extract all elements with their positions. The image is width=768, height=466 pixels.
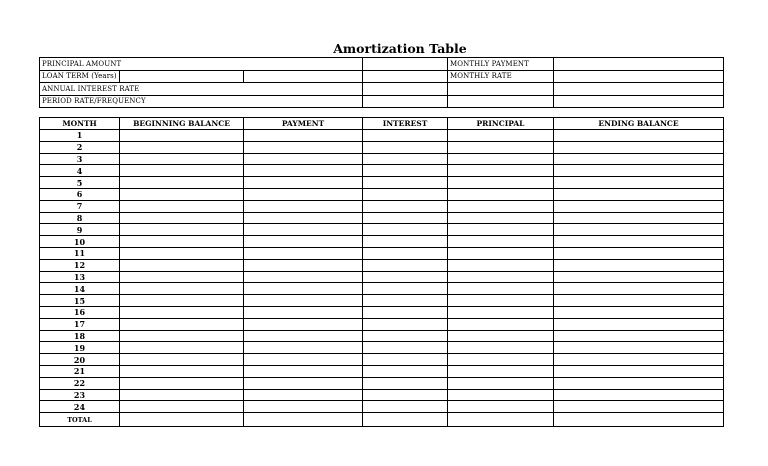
monthly-payment-label: MONTHLY PAYMENT: [448, 58, 554, 71]
principal-cell[interactable]: [448, 389, 554, 401]
total-beginning-balance-cell[interactable]: [120, 413, 244, 427]
table-row: [40, 236, 724, 248]
ending-balance-cell[interactable]: [554, 247, 724, 259]
interest-cell[interactable]: [363, 306, 448, 318]
beginning-balance-cell[interactable]: [120, 130, 244, 142]
column-header-interest: INTEREST: [363, 118, 448, 130]
month-number-cell: 4: [40, 165, 120, 177]
total-ending-balance-cell[interactable]: [554, 413, 724, 427]
beginning-balance-cell[interactable]: [120, 306, 244, 318]
ending-balance-cell[interactable]: [554, 271, 724, 283]
interest-cell[interactable]: [363, 188, 448, 200]
month-number-cell: 9: [40, 224, 120, 236]
table-row: [40, 130, 724, 142]
table-row: [40, 141, 724, 153]
ending-balance-cell[interactable]: [554, 224, 724, 236]
interest-cell[interactable]: [363, 141, 448, 153]
principal-cell[interactable]: [448, 224, 554, 236]
month-number-cell: 23: [40, 389, 120, 401]
principal-cell[interactable]: [448, 401, 554, 413]
month-number-cell: 8: [40, 212, 120, 224]
beginning-balance-cell[interactable]: [120, 365, 244, 377]
period-rate-value-cell[interactable]: [363, 95, 448, 108]
month-number-cell: 3: [40, 153, 120, 165]
interest-cell[interactable]: [363, 259, 448, 271]
principal-cell[interactable]: [448, 236, 554, 248]
principal-cell[interactable]: [448, 283, 554, 295]
monthly-rate-value-cell[interactable]: [554, 70, 724, 83]
payment-cell[interactable]: [244, 330, 363, 342]
annual-rate-blank-cell[interactable]: [448, 83, 554, 96]
payment-cell[interactable]: [244, 224, 363, 236]
ending-balance-cell[interactable]: [554, 130, 724, 142]
payment-cell[interactable]: [244, 177, 363, 189]
table-row: [40, 342, 724, 354]
loan-info-table: [39, 57, 724, 108]
interest-cell[interactable]: [363, 153, 448, 165]
ending-balance-cell[interactable]: [554, 141, 724, 153]
payment-cell[interactable]: [244, 283, 363, 295]
interest-cell[interactable]: [363, 130, 448, 142]
info-row-principal: [40, 58, 724, 71]
payment-cell[interactable]: [244, 200, 363, 212]
table-row: [40, 318, 724, 330]
beginning-balance-cell[interactable]: [120, 295, 244, 307]
payment-cell[interactable]: [244, 188, 363, 200]
info-row-loan-term: [40, 70, 724, 83]
table-row: [40, 389, 724, 401]
beginning-balance-cell[interactable]: [120, 259, 244, 271]
month-number-cell: 17: [40, 318, 120, 330]
interest-cell[interactable]: [363, 295, 448, 307]
table-row: [40, 165, 724, 177]
annual-interest-rate-label: ANNUAL INTEREST RATE: [40, 83, 363, 96]
beginning-balance-cell[interactable]: [120, 354, 244, 366]
interest-cell[interactable]: [363, 377, 448, 389]
payment-cell[interactable]: [244, 236, 363, 248]
principal-amount-label: PRINCIPAL AMOUNT: [40, 58, 363, 71]
principal-cell[interactable]: [448, 130, 554, 142]
month-number-cell: 22: [40, 377, 120, 389]
period-rate-blank-cell-2[interactable]: [554, 95, 724, 108]
principal-cell[interactable]: [448, 212, 554, 224]
principal-cell[interactable]: [448, 318, 554, 330]
table-row: [40, 200, 724, 212]
total-interest-cell[interactable]: [363, 413, 448, 427]
payment-cell[interactable]: [244, 318, 363, 330]
interest-cell[interactable]: [363, 212, 448, 224]
principal-cell[interactable]: [448, 330, 554, 342]
payment-cell[interactable]: [244, 295, 363, 307]
interest-cell[interactable]: [363, 271, 448, 283]
beginning-balance-cell[interactable]: [120, 283, 244, 295]
column-header-month: MONTH: [40, 118, 120, 130]
interest-cell[interactable]: [363, 224, 448, 236]
principal-cell[interactable]: [448, 306, 554, 318]
ending-balance-cell[interactable]: [554, 389, 724, 401]
principal-cell[interactable]: [448, 259, 554, 271]
principal-cell[interactable]: [448, 165, 554, 177]
table-row: [40, 177, 724, 189]
interest-cell[interactable]: [363, 177, 448, 189]
payment-cell[interactable]: [244, 365, 363, 377]
page-title: Amortization Table: [333, 41, 467, 56]
beginning-balance-cell[interactable]: [120, 377, 244, 389]
payment-cell[interactable]: [244, 377, 363, 389]
table-row: [40, 283, 724, 295]
monthly-payment-value-cell[interactable]: [554, 58, 724, 71]
info-row-annual-rate: [40, 83, 724, 96]
beginning-balance-cell[interactable]: [120, 271, 244, 283]
total-row: [40, 413, 724, 427]
table-row: [40, 212, 724, 224]
payment-cell[interactable]: [244, 141, 363, 153]
monthly-rate-label: MONTHLY RATE: [448, 70, 554, 83]
payment-cell[interactable]: [244, 247, 363, 259]
principal-cell[interactable]: [448, 177, 554, 189]
beginning-balance-cell[interactable]: [120, 389, 244, 401]
payment-cell[interactable]: [244, 212, 363, 224]
beginning-balance-cell[interactable]: [120, 342, 244, 354]
ending-balance-cell[interactable]: [554, 365, 724, 377]
principal-cell[interactable]: [448, 354, 554, 366]
principal-cell[interactable]: [448, 342, 554, 354]
payment-cell[interactable]: [244, 153, 363, 165]
payment-cell[interactable]: [244, 389, 363, 401]
principal-cell[interactable]: [448, 247, 554, 259]
table-row: [40, 247, 724, 259]
payment-cell[interactable]: [244, 306, 363, 318]
table-row: [40, 377, 724, 389]
principal-cell[interactable]: [448, 200, 554, 212]
ending-balance-cell[interactable]: [554, 401, 724, 413]
interest-cell[interactable]: [363, 365, 448, 377]
interest-cell[interactable]: [363, 401, 448, 413]
payment-cell[interactable]: [244, 354, 363, 366]
payment-cell[interactable]: [244, 130, 363, 142]
beginning-balance-cell[interactable]: [120, 165, 244, 177]
beginning-balance-cell[interactable]: [120, 153, 244, 165]
loan-term-extra-cell-2[interactable]: [363, 70, 448, 83]
principal-amount-value-cell[interactable]: [363, 58, 448, 71]
table-row: [40, 365, 724, 377]
beginning-balance-cell[interactable]: [120, 330, 244, 342]
month-number-cell: 13: [40, 271, 120, 283]
month-number-cell: 2: [40, 141, 120, 153]
table-row: [40, 259, 724, 271]
ending-balance-cell[interactable]: [554, 342, 724, 354]
month-number-cell: 18: [40, 330, 120, 342]
interest-cell[interactable]: [363, 330, 448, 342]
column-header-principal: PRINCIPAL: [448, 118, 554, 130]
principal-cell[interactable]: [448, 365, 554, 377]
month-number-cell: 15: [40, 295, 120, 307]
total-payment-cell[interactable]: [244, 413, 363, 427]
info-row-period-rate: [40, 95, 724, 108]
ending-balance-cell[interactable]: [554, 283, 724, 295]
annual-rate-blank-cell-2[interactable]: [554, 83, 724, 96]
interest-cell[interactable]: [363, 389, 448, 401]
payment-cell[interactable]: [244, 401, 363, 413]
loan-term-label: LOAN TERM (Years): [40, 70, 120, 83]
month-number-cell: 14: [40, 283, 120, 295]
column-header-payment: PAYMENT: [244, 118, 363, 130]
period-rate-frequency-label: PERIOD RATE/FREQUENCY: [40, 95, 363, 108]
ending-balance-cell[interactable]: [554, 165, 724, 177]
ending-balance-cell[interactable]: [554, 354, 724, 366]
payment-cell[interactable]: [244, 271, 363, 283]
month-number-cell: 6: [40, 188, 120, 200]
principal-cell[interactable]: [448, 271, 554, 283]
month-number-cell: 12: [40, 259, 120, 271]
column-header-beginning-balance: BEGINNING BALANCE: [120, 118, 244, 130]
table-row: [40, 188, 724, 200]
ending-balance-cell[interactable]: [554, 236, 724, 248]
month-number-cell: 24: [40, 401, 120, 413]
beginning-balance-cell[interactable]: [120, 318, 244, 330]
month-number-cell: 7: [40, 200, 120, 212]
interest-cell[interactable]: [363, 354, 448, 366]
payment-cell[interactable]: [244, 165, 363, 177]
ending-balance-cell[interactable]: [554, 153, 724, 165]
month-number-cell: 20: [40, 354, 120, 366]
loan-term-value-cell[interactable]: [120, 70, 244, 83]
table-row: [40, 354, 724, 366]
table-row: [40, 153, 724, 165]
beginning-balance-cell[interactable]: [120, 236, 244, 248]
table-header-row: [40, 118, 724, 130]
beginning-balance-cell[interactable]: [120, 141, 244, 153]
interest-cell[interactable]: [363, 283, 448, 295]
beginning-balance-cell[interactable]: [120, 200, 244, 212]
interest-cell[interactable]: [363, 165, 448, 177]
table-row: [40, 271, 724, 283]
table-body: [40, 130, 724, 427]
ending-balance-cell[interactable]: [554, 377, 724, 389]
payment-cell[interactable]: [244, 259, 363, 271]
interest-cell[interactable]: [363, 236, 448, 248]
interest-cell[interactable]: [363, 247, 448, 259]
period-rate-blank-cell[interactable]: [448, 95, 554, 108]
month-number-cell: 1: [40, 130, 120, 142]
beginning-balance-cell[interactable]: [120, 224, 244, 236]
month-number-cell: 21: [40, 365, 120, 377]
column-header-ending-balance: ENDING BALANCE: [554, 118, 724, 130]
principal-cell[interactable]: [448, 295, 554, 307]
ending-balance-cell[interactable]: [554, 295, 724, 307]
interest-cell[interactable]: [363, 318, 448, 330]
amortization-table: [39, 117, 724, 427]
interest-cell[interactable]: [363, 200, 448, 212]
ending-balance-cell[interactable]: [554, 177, 724, 189]
ending-balance-cell[interactable]: [554, 330, 724, 342]
annual-interest-rate-value-cell[interactable]: [363, 83, 448, 96]
interest-cell[interactable]: [363, 342, 448, 354]
ending-balance-cell[interactable]: [554, 188, 724, 200]
table-row: [40, 295, 724, 307]
beginning-balance-cell[interactable]: [120, 177, 244, 189]
month-number-cell: 16: [40, 306, 120, 318]
ending-balance-cell[interactable]: [554, 306, 724, 318]
table-row: [40, 401, 724, 413]
principal-cell[interactable]: [448, 377, 554, 389]
ending-balance-cell[interactable]: [554, 259, 724, 271]
beginning-balance-cell[interactable]: [120, 212, 244, 224]
table-row: [40, 330, 724, 342]
beginning-balance-cell[interactable]: [120, 188, 244, 200]
ending-balance-cell[interactable]: [554, 200, 724, 212]
loan-term-extra-cell[interactable]: [244, 70, 363, 83]
principal-cell[interactable]: [448, 153, 554, 165]
total-principal-cell[interactable]: [448, 413, 554, 427]
month-number-cell: 19: [40, 342, 120, 354]
total-label: TOTAL: [40, 413, 120, 427]
beginning-balance-cell[interactable]: [120, 247, 244, 259]
payment-cell[interactable]: [244, 342, 363, 354]
ending-balance-cell[interactable]: [554, 212, 724, 224]
month-number-cell: 10: [40, 236, 120, 248]
beginning-balance-cell[interactable]: [120, 401, 244, 413]
ending-balance-cell[interactable]: [554, 318, 724, 330]
principal-cell[interactable]: [448, 188, 554, 200]
principal-cell[interactable]: [448, 141, 554, 153]
table-row: [40, 306, 724, 318]
table-row: [40, 224, 724, 236]
month-number-cell: 11: [40, 247, 120, 259]
month-number-cell: 5: [40, 177, 120, 189]
